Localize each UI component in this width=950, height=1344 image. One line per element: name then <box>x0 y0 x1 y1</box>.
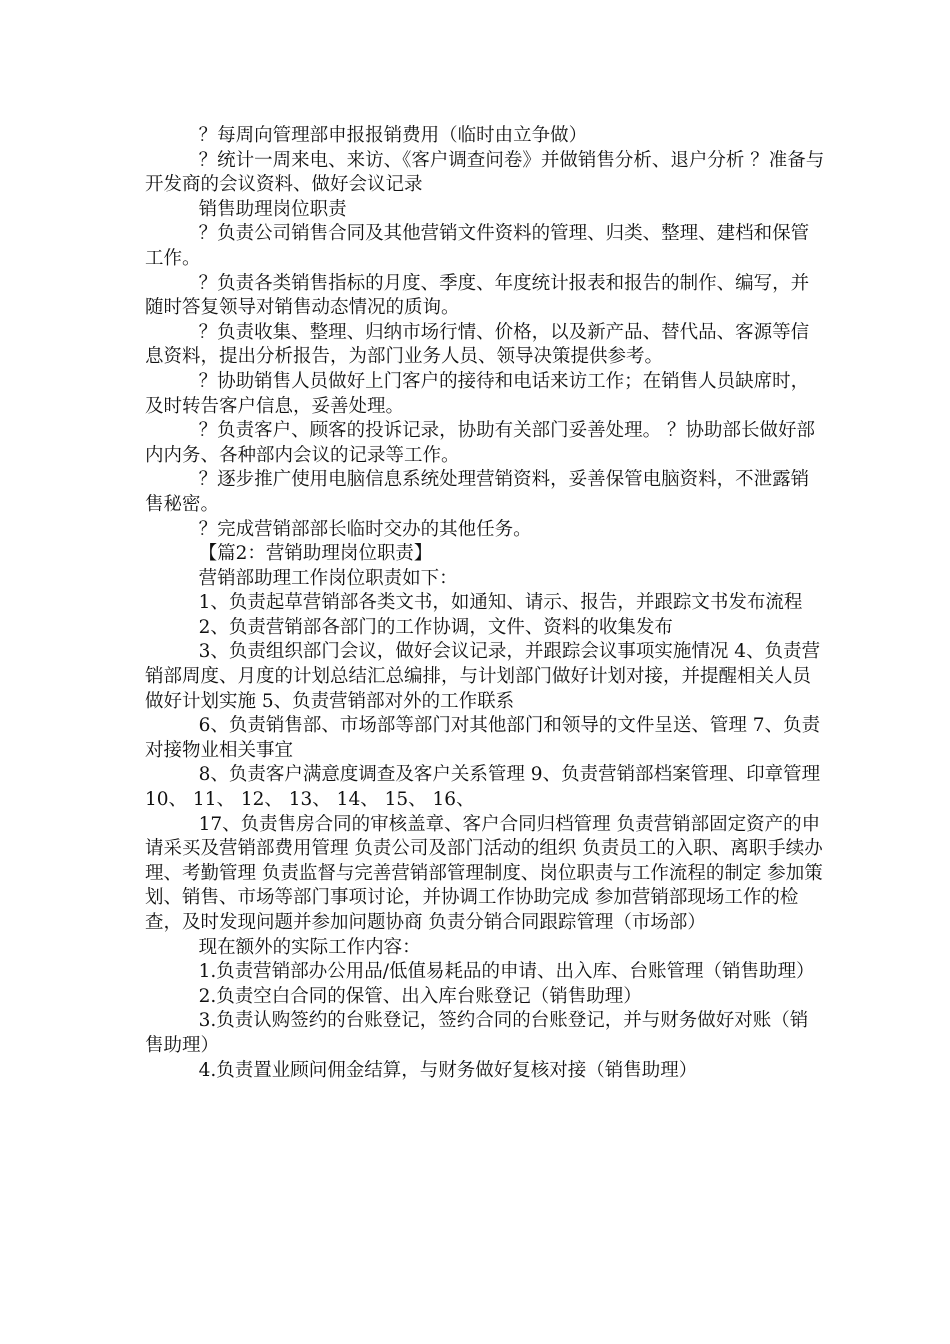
paragraph: 2.负责空白合同的保管、出入库台账登记（销售助理） <box>198 985 642 1007</box>
paragraph: 1、负责起草营销部各类文书，如通知、请示、报告，并跟踪文书发布流程 <box>198 592 803 614</box>
paragraph: ？统计一周来电、来访、《客户调查问卷》并做销售分析、退户分析 ？准备与开发商的会议资料、做好会议记录 <box>145 149 825 196</box>
paragraph: 2、负责营销部各部门的工作协调，文件、资料的收集发布 <box>198 616 673 638</box>
section-heading: 【篇2：营销助理岗位职责】 <box>198 543 433 565</box>
section-heading: 销售助理岗位职责 <box>198 198 347 220</box>
paragraph: 3、负责组织部门会议，做好会议记录，并跟踪会议事项实施情况 4、负责营销部周度、月度的计划总结汇总编排，与计划部门做好计划对接，并提醒相关人员 做好计划实施 5、负责营销部对外的工作联系 <box>145 641 821 712</box>
document-body <box>145 124 825 1083</box>
paragraph: ？负责收集、整理、归纳市场行情、价格，以及新产品、替代品、客源等信息资料，提出分析报告，为部门业务人员、领导决策提供参考。 <box>145 321 810 368</box>
paragraph: ？逐步推广使用电脑信息系统处理营销资料，妥善保管电脑资料，不泄露销售秘密。 <box>145 469 810 515</box>
paragraph: 3.负责认购签约的台账登记，签约合同的台账登记，并与财务做好对账（销售助理） <box>145 1010 809 1056</box>
paragraph: ？负责各类销售指标的月度、季度、年度统计报表和报告的制作、编写，并随时答复领导对销售动态情况的质询。 <box>145 272 810 319</box>
paragraph: 4.负责置业顾问佣金结算，与财务做好复核对接（销售助理） <box>198 1059 698 1081</box>
paragraph: 6、负责销售部、市场部等部门对其他部门和领导的文件呈送、管理 7、负责对接物业相关事宜 <box>145 715 821 761</box>
paragraph: ？负责客户、顾客的投诉记录，协助有关部门妥善处理。 ？协助部长做好部内内务、各种部内会议的记录等工作。 <box>145 420 816 466</box>
paragraph: 8、负责客户满意度调查及客户关系管理 9、负责营销部档案管理、印章管理 10、 11、 12、 13、 14、 15、 16、 <box>145 764 821 811</box>
paragraph: ？负责公司销售合同及其他营销文件资料的管理、归类、整理、建档和保管工作。 <box>145 223 810 269</box>
paragraph: 17、负责售房合同的审核盖章、客户合同归档管理 负责营销部固定资产的申请采买及营销部费用管理 负责公司及部门活动的组织 负责员工的入职、离职手续办理、考勤管理 负责监督与完善营销部管理制度、岗位职责与工作流程的制定 参加策划、销售、市场等部门事项讨论，并协调工作协助完成 参加营销部现场工作的检查，及时发现问题并参加问题协商 负责分销合同跟踪管理（市场部） <box>145 813 823 933</box>
paragraph: 营销部助理工作岗位职责如下： <box>198 567 458 589</box>
paragraph: ？每周向管理部申报报销费用（临时由立争做） <box>198 125 588 146</box>
paragraph: ？协助销售人员做好上门客户的接待和电话来访工作；在销售人员缺席时，及时转告客户信息，妥善处理。 <box>145 370 810 417</box>
paragraph: 现在额外的实际工作内容： <box>198 936 421 958</box>
paragraph: 1.负责营销部办公用品/低值易耗品的申请、出入库、台账管理（销售助理） <box>198 961 815 983</box>
paragraph: ？完成营销部部长临时交办的其他任务。 <box>198 518 532 540</box>
